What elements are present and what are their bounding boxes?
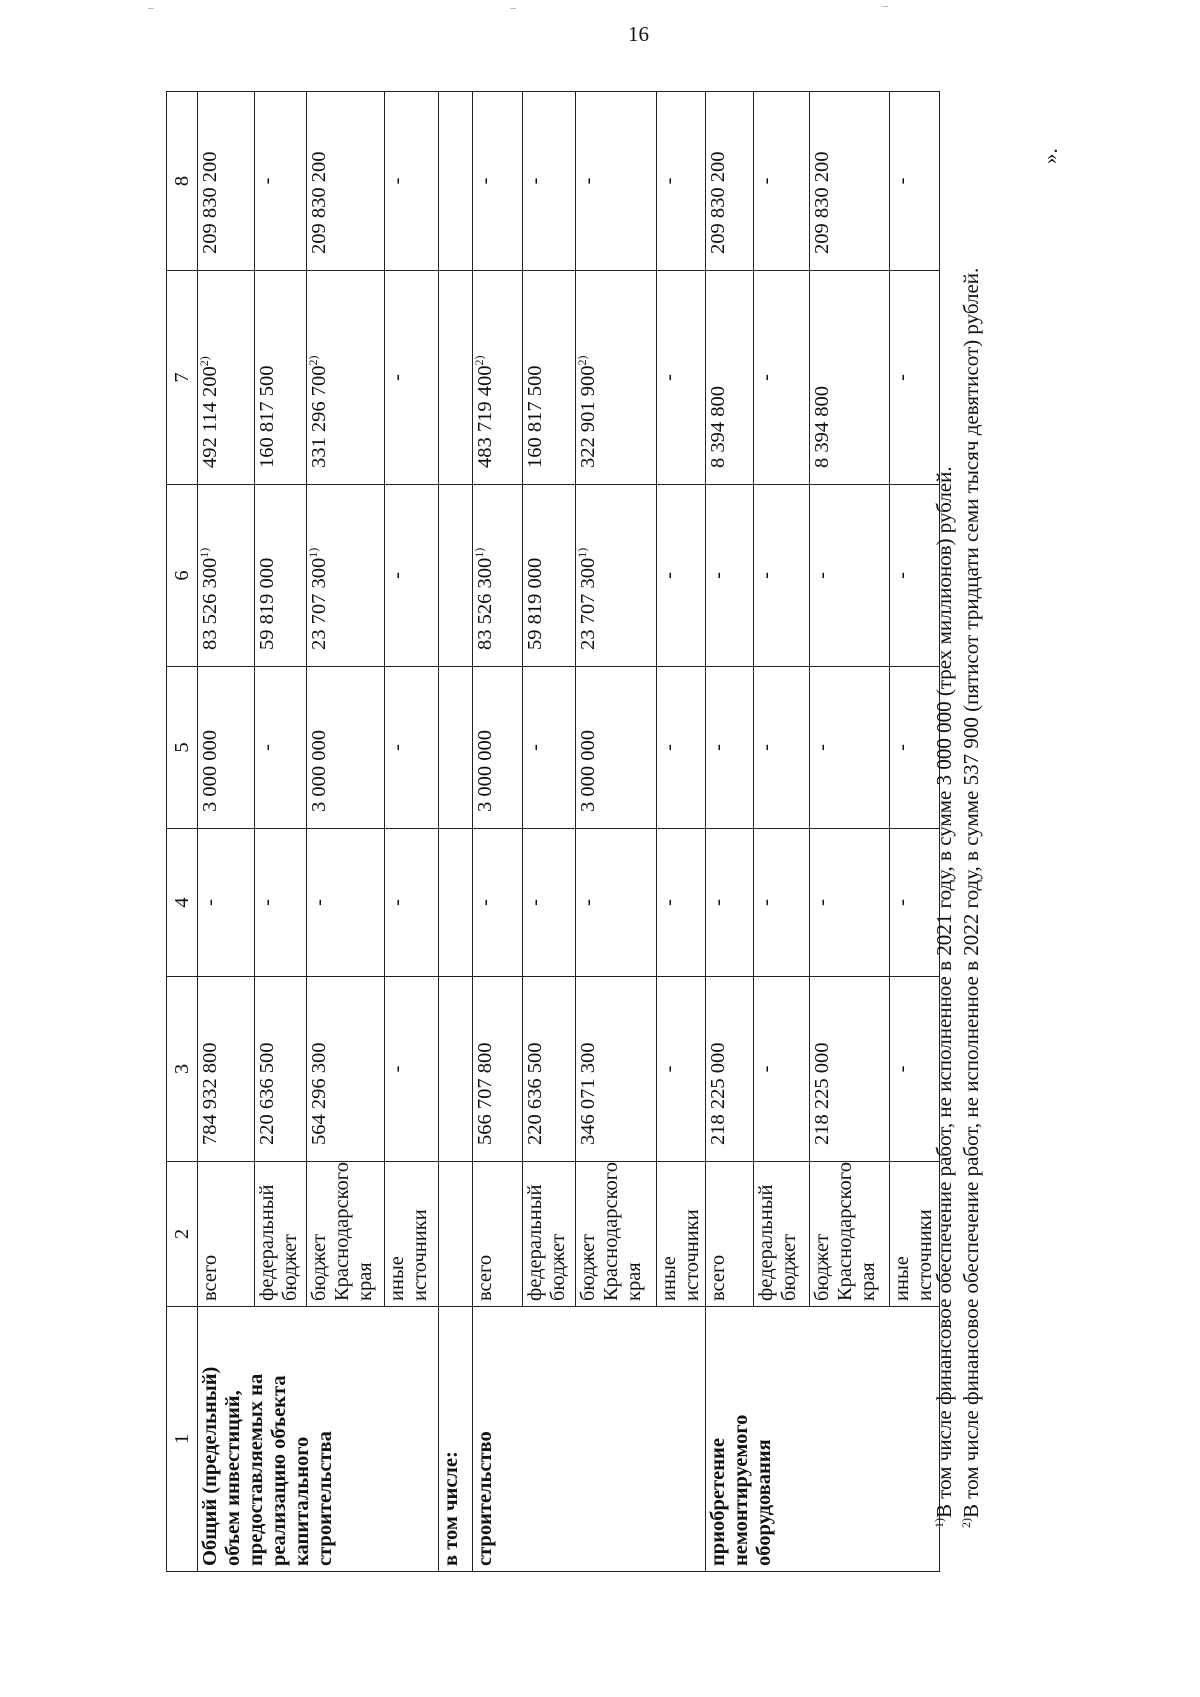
value-cell (809, 271, 889, 485)
value-cell: 564 296 300 (307, 977, 385, 1162)
footnote-ref: 1) (472, 547, 487, 558)
value-cell: - (473, 829, 523, 977)
footnote-mark: 2) (959, 1518, 974, 1528)
value-cell: 3 000 000 (473, 667, 523, 829)
value-cell: - (889, 977, 939, 1162)
value-cell: - (753, 977, 809, 1162)
scan-mark (510, 8, 516, 9)
value-cell: 784 932 800 (198, 977, 255, 1162)
value-cell: - (198, 829, 255, 977)
value-cell: - (657, 829, 706, 977)
value-cell: 3 000 000 (576, 667, 657, 829)
value-cell: - (657, 92, 706, 271)
value-cell: - (255, 667, 307, 829)
value-cell (753, 271, 809, 485)
closing-quote: ». (1038, 148, 1062, 164)
value-cell: - (809, 829, 889, 977)
empty-cell (439, 829, 473, 977)
value: - (890, 572, 913, 579)
value: 160 817 500 (256, 365, 278, 468)
value-cell: - (657, 667, 706, 829)
value-cell: - (705, 667, 753, 829)
value-cell: 566 707 800 (473, 977, 523, 1162)
value-cell: - (809, 667, 889, 829)
footnote-1 (931, 98, 958, 1568)
value-cell (307, 271, 385, 485)
value: - (706, 572, 729, 579)
value: 8 394 800 (810, 386, 833, 468)
table-row (198, 92, 255, 1572)
group-label: приобретение немонтируемого оборудования (705, 1307, 939, 1572)
funding-source: бюджет Краснодарского края (307, 1162, 385, 1307)
footnote-ref: 1) (306, 547, 321, 558)
column-header: 7 (167, 271, 198, 485)
group-label: Общий (предельный) объем инвестиций, предоставляемых на реализацию объекта капитального строительства (198, 1307, 439, 1572)
column-header: 2 (167, 1162, 198, 1307)
value-cell (473, 485, 523, 667)
table-row (705, 92, 753, 1572)
value: - (658, 572, 680, 579)
value-cell (255, 485, 307, 667)
value-cell (705, 485, 753, 667)
value-cell (198, 271, 255, 485)
footnote-ref: 2) (197, 356, 212, 367)
value-cell (198, 485, 255, 667)
value: 322 901 900 (577, 365, 599, 468)
scan-mark (148, 8, 154, 9)
value-cell: - (889, 667, 939, 829)
value-cell: - (385, 92, 439, 271)
value-cell: - (255, 829, 307, 977)
value-cell (576, 485, 657, 667)
value-cell: - (385, 977, 439, 1162)
rotated-landscape-content (166, 92, 1086, 1572)
value-cell: 3 000 000 (198, 667, 255, 829)
value-cell (523, 271, 576, 485)
value: 23 707 300 (577, 557, 599, 650)
value: - (754, 374, 777, 381)
value-cell (753, 485, 809, 667)
value: 492 114 200 (199, 366, 221, 468)
page-number: 16 (628, 22, 649, 46)
funding-source: иные источники (385, 1162, 439, 1307)
column-header: 8 (167, 92, 198, 271)
scan-mark (882, 6, 888, 7)
value: - (386, 572, 408, 579)
value-cell: - (307, 829, 385, 977)
value-cell: - (889, 92, 939, 271)
column-header: 5 (167, 667, 198, 829)
value-cell: - (657, 977, 706, 1162)
value-cell: - (753, 92, 809, 271)
funding-source: иные источники (657, 1162, 706, 1307)
group-label: строительство (473, 1307, 706, 1572)
value: 83 526 300 (199, 557, 221, 650)
value-cell: - (523, 92, 576, 271)
funding-source: всего (473, 1162, 523, 1307)
value: 59 819 000 (256, 557, 278, 650)
footnote-text: В том числе финансовое обеспечение работ, не исполненное в 2022 году, в сумме 537 900 (пятисот тридцати семи тысяч девятисот) рублей. (959, 267, 984, 1518)
subheading-row (439, 92, 473, 1572)
value-cell: - (705, 829, 753, 977)
value-cell: - (523, 829, 576, 977)
value-cell: 209 830 200 (198, 92, 255, 271)
value-cell: 218 225 000 (705, 977, 753, 1162)
empty-cell (439, 271, 473, 485)
value: 331 296 700 (308, 365, 330, 468)
value-cell (385, 271, 439, 485)
value-cell: - (576, 92, 657, 271)
empty-cell (439, 667, 473, 829)
value-cell: - (753, 667, 809, 829)
value: 59 819 000 (524, 557, 546, 650)
value: 8 394 800 (706, 386, 729, 468)
footnote-ref: 1) (197, 547, 212, 558)
empty-cell (439, 92, 473, 271)
value-cell (576, 271, 657, 485)
value-cell: - (255, 92, 307, 271)
footnote-ref: 2) (575, 355, 590, 366)
funding-source: федеральный бюджет (255, 1162, 307, 1307)
column-number-row (167, 92, 198, 1572)
empty-cell (439, 485, 473, 667)
table-row (473, 92, 523, 1572)
empty-cell (439, 977, 473, 1162)
funding-source: бюджет Краснодарского края (809, 1162, 889, 1307)
funding-source: федеральный бюджет (753, 1162, 809, 1307)
funding-source: федеральный бюджет (523, 1162, 576, 1307)
funding-source: иные источники (889, 1162, 939, 1307)
value-cell (809, 485, 889, 667)
footnote-mark: 1) (932, 1518, 946, 1528)
value-cell (705, 271, 753, 485)
value: 483 719 400 (474, 365, 496, 468)
value-cell (473, 271, 523, 485)
value-cell: 209 830 200 (705, 92, 753, 271)
value-cell: 209 830 200 (809, 92, 889, 271)
funding-source: всего (705, 1162, 753, 1307)
value-cell: - (576, 829, 657, 977)
value: - (810, 572, 833, 579)
footnote-text: В том числе финансовое обеспечение работ, не исполненное в 2021 году, в сумме 3 000 000 (трех миллионов) рублей. (932, 466, 956, 1518)
value-cell: 209 830 200 (307, 92, 385, 271)
funding-source: бюджет Краснодарского края (576, 1162, 657, 1307)
empty-cell (439, 1162, 473, 1307)
value: 83 526 300 (474, 557, 496, 650)
subheading: в том числе: (439, 1307, 473, 1572)
value-cell (657, 485, 706, 667)
footnote-ref: 1) (575, 547, 590, 558)
funding-source: всего (198, 1162, 255, 1307)
value-cell: - (385, 667, 439, 829)
value-cell: 3 000 000 (307, 667, 385, 829)
value-cell (255, 271, 307, 485)
column-header: 6 (167, 485, 198, 667)
value-cell: - (385, 829, 439, 977)
value: 23 707 300 (308, 557, 330, 650)
value-cell: 220 636 500 (255, 977, 307, 1162)
footnote-ref: 2) (306, 355, 321, 366)
investment-table (166, 91, 940, 1572)
value: 160 817 500 (524, 365, 546, 468)
column-header: 3 (167, 977, 198, 1162)
value-cell: - (889, 829, 939, 977)
value-cell (307, 485, 385, 667)
value-cell: - (473, 92, 523, 271)
value-cell (385, 485, 439, 667)
value-cell: - (523, 667, 576, 829)
value: - (754, 572, 777, 579)
value-cell (657, 271, 706, 485)
value-cell: - (753, 829, 809, 977)
column-header: 4 (167, 829, 198, 977)
footnote-ref: 2) (472, 355, 487, 366)
footnotes (931, 98, 986, 1568)
value-cell: 346 071 300 (576, 977, 657, 1162)
value-cell (523, 485, 576, 667)
value: - (890, 374, 913, 381)
value: - (386, 374, 408, 381)
column-header: 1 (167, 1307, 198, 1572)
value-cell: 220 636 500 (523, 977, 576, 1162)
footnote-2 (958, 98, 985, 1568)
value: - (658, 374, 680, 381)
value-cell: 218 225 000 (809, 977, 889, 1162)
